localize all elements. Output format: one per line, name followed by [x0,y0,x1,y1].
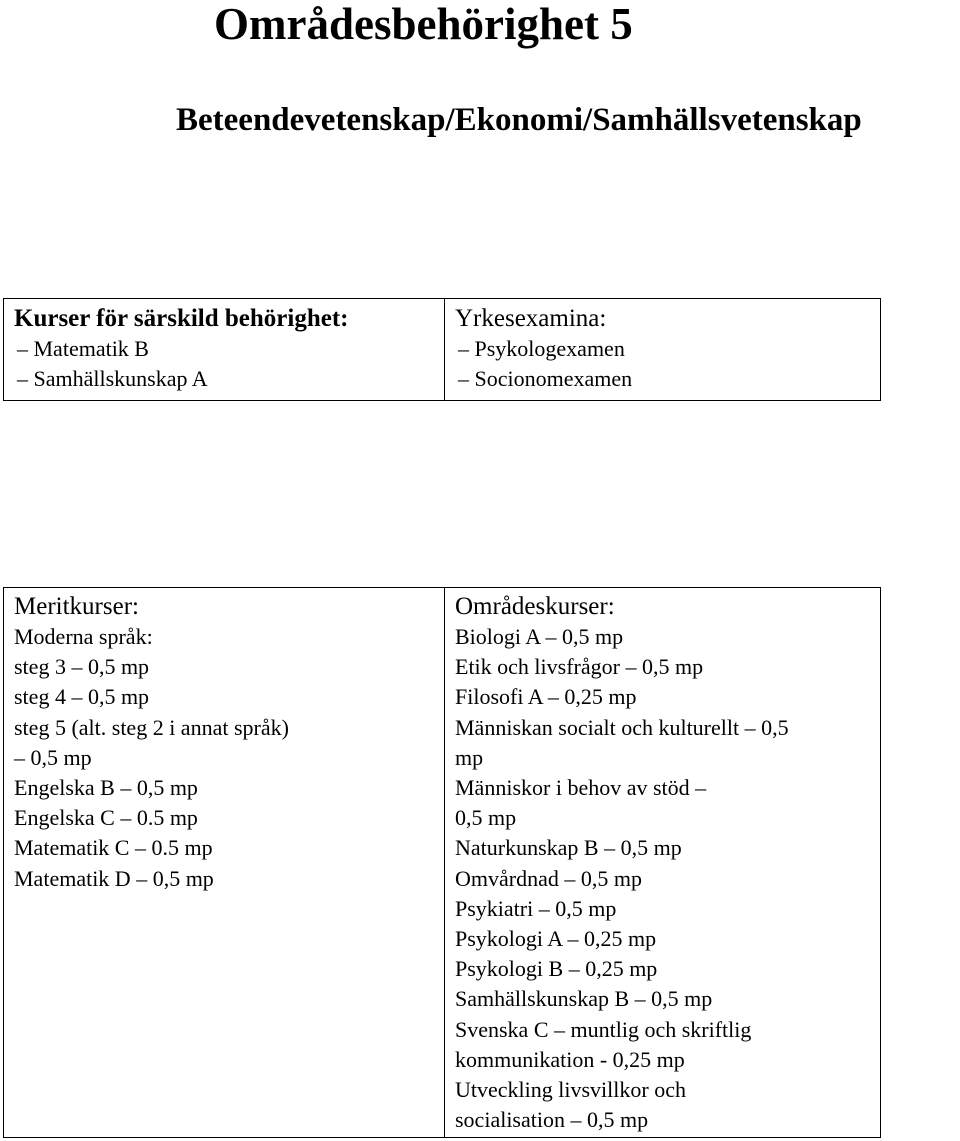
area-course-line: Biologi A – 0,5 mp [455,624,624,649]
special-eligibility-cell [4,299,445,401]
merit-courses-heading: Meritkurser: [14,593,139,620]
merit-course-line: Matematik D – 0,5 mp [14,865,214,891]
merit-course-line: steg 3 – 0,5 mp [14,654,150,680]
merit-courses-cell [4,588,445,1138]
area-course-line: Människor i behov av stöd – [455,775,707,801]
area-course-line: kommunikation - 0,25 mp [455,1046,685,1072]
page-subtitle: Beteendevetenskap/Ekonomi/Samhällsvetenskap [176,102,862,138]
area-course-line: Utveckling livsvillkor och [455,1077,686,1103]
vocational-degree-item: – Socionomexamen [458,366,633,392]
area-course-line: Svenska C – muntlig och skriftlig [455,1016,752,1042]
page-title: Områdesbehörighet 5 [214,0,633,49]
area-course-line: 0,5 mp [455,805,517,831]
eligibility-table [3,298,881,401]
area-course-line: mp [455,744,484,770]
merit-course-line: Engelska B – 0,5 mp [14,775,198,801]
area-course-line: Omvårdnad – 0,5 mp [455,865,642,891]
vocational-degree-item: – Psykologexamen [458,336,625,361]
vocational-degrees-heading: Yrkesexamina: [455,305,607,332]
area-course-line: Psykiatri – 0,5 mp [455,895,617,921]
area-course-line: Samhällskunskap B – 0,5 mp [455,986,713,1012]
area-course-line: Psykologi B – 0,25 mp [455,956,658,982]
area-course-line: Filosofi A – 0,25 mp [455,684,637,710]
special-eligibility-item: – Samhällskunskap A [17,366,208,392]
area-course-line: Psykologi A – 0,25 mp [455,926,657,952]
merit-course-line: Moderna språk: [14,624,153,649]
special-eligibility-heading: Kurser för särskild behörighet: [14,305,349,332]
area-course-line: Naturkunskap B – 0,5 mp [455,835,682,861]
area-course-line: Människan socialt och kulturellt – 0,5 [455,714,789,740]
area-course-line: Etik och livsfrågor – 0,5 mp [455,654,704,680]
merit-course-line: – 0,5 mp [14,744,92,770]
merit-course-line: steg 5 (alt. steg 2 i annat språk) [14,714,289,740]
area-courses-cell [445,588,881,1138]
vocational-degrees-cell [445,299,881,401]
courses-table [3,587,881,1138]
merit-course-line: steg 4 – 0,5 mp [14,684,150,710]
area-courses-heading: Områdeskurser: [455,593,615,620]
merit-course-line: Engelska C – 0.5 mp [14,805,198,831]
merit-course-line: Matematik C – 0.5 mp [14,835,213,861]
special-eligibility-item: – Matematik B [17,336,149,361]
area-course-line: socialisation – 0,5 mp [455,1107,649,1133]
